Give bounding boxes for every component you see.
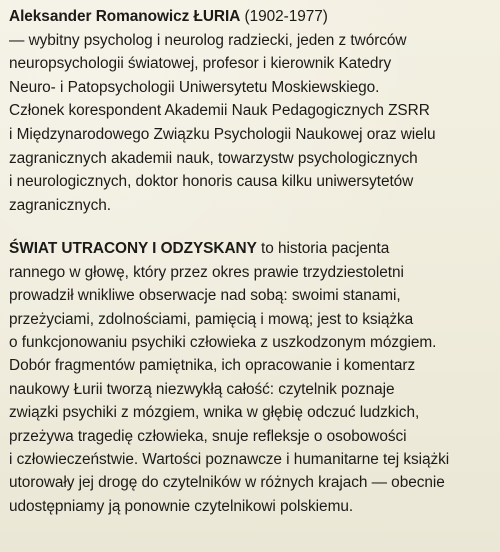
desc-line-6: Dobór fragmentów pamiętnika, ich opracowanie i komentarz (9, 357, 416, 375)
desc-line-1 (9, 237, 500, 260)
desc-line-2: rannego w głowę, który przez okres prawie trzydziestoletni (9, 263, 404, 281)
bio-line-9: zagranicznych. (9, 196, 111, 214)
desc-line-12: udostępniamy ją ponownie czytelnikowi polskiemu. (9, 497, 354, 515)
desc-line-8: związki psychiki z mózgiem, wnika w głębię odczuć ludzkich, (9, 404, 420, 422)
bio-line-6: i Międzynarodowego Związku Psychologii Naukowej oraz wielu (9, 125, 436, 143)
desc-line-1-rest: to historia pacjenta (256, 240, 390, 258)
author-name: Aleksander Romanowicz ŁURIA (9, 8, 241, 25)
bio-line-2: — wybitny psycholog i neurolog radziecki, jeden z twórców (9, 31, 407, 49)
desc-line-4: przeżyciami, zdolnościami, pamięcią i mową; jest to książka (9, 310, 414, 328)
author-biography (9, 5, 500, 217)
desc-line-11: utorowały jej drogę do czytelników w różnych krajach — obecnie (9, 474, 445, 492)
desc-line-9: przeżywa tragedię człowieka, snuje refleksje o osobowości (9, 427, 407, 445)
bio-line-1 (9, 5, 500, 29)
desc-line-10: i człowieczeństwie. Wartości poznawcze i humanitarne tej książki (9, 451, 450, 468)
desc-line-3: prowadził wnikliwe obserwacje nad sobą: swoimi stanami, (9, 287, 401, 305)
desc-line-7: naukowy Łurii tworzą niezwykłą całość: czytelnik poznaje (9, 380, 395, 398)
author-years: (1902-1977) (240, 8, 328, 25)
book-description (9, 237, 500, 518)
bio-line-7: zagranicznych akademii nauk, towarzystw psychologicznych (9, 149, 418, 167)
bio-line-5: Członek korespondent Akademii Nauk Pedagogicznych ZSRR (9, 102, 430, 120)
bio-line-4: Neuro- i Patopsychologii Uniwersytetu Moskiewskiego. (9, 78, 380, 96)
desc-line-5: o funkcjonowaniu psychiki człowieka z uszkodzonym mózgiem. (9, 333, 437, 351)
book-title: ŚWIAT UTRACONY I ODZYSKANY (9, 240, 257, 258)
bio-line-8: i neurologicznych, doktor honoris causa kilku uniwersytetów (9, 173, 414, 191)
bio-line-3: neuropsychologii światowej, profesor i kierownik Katedry (9, 55, 392, 73)
